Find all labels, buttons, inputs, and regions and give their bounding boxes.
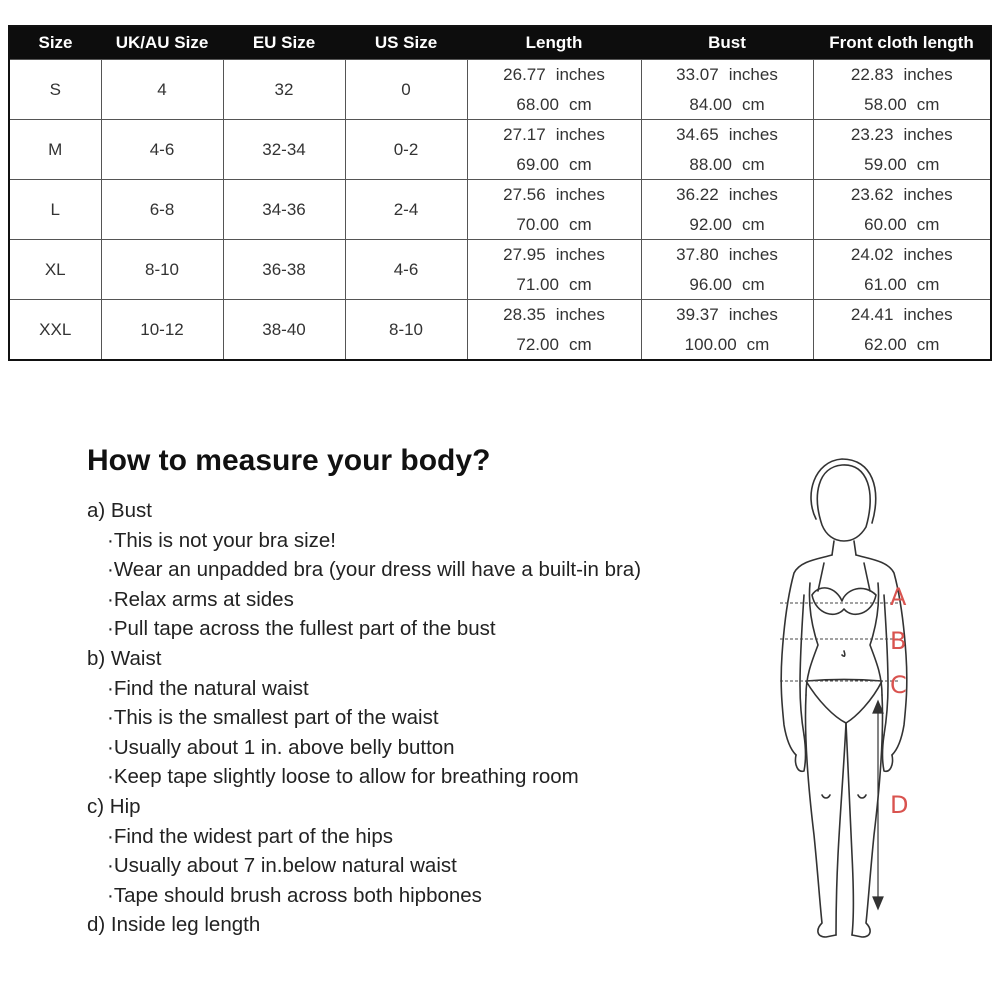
measurement-number: 36.22 [676, 185, 719, 204]
measurement-number: 61.00 [864, 274, 907, 294]
cell-bust [641, 300, 813, 361]
guide-section-heading: c) Hip [87, 794, 141, 818]
measurement-unit: inches [555, 65, 605, 84]
cell-eu: 36-38 [223, 240, 345, 300]
front-cm-value [814, 150, 991, 180]
measurement-unit: cm [916, 154, 940, 174]
measurement-number: 39.37 [676, 305, 719, 324]
guide-tip: ·Usually about 7 in.below natural waist [107, 854, 457, 878]
table-row [9, 120, 991, 180]
front-in-value [814, 180, 991, 210]
label-b: B [890, 627, 907, 655]
guide-section-heading: a) Bust [87, 499, 152, 522]
measurement-unit: cm [746, 334, 770, 354]
body-measurement-figure [760, 455, 940, 945]
measurement-unit: cm [568, 334, 592, 354]
column-header: EU Size [223, 26, 345, 60]
measurement-unit: cm [741, 214, 765, 234]
measurement-guide [87, 496, 641, 940]
measurement-unit: inches [555, 185, 605, 204]
front-in-value [814, 120, 991, 150]
length-cm-value [468, 150, 641, 180]
measurement-number: 68.00 [516, 94, 559, 114]
cell-length [467, 300, 641, 361]
cell-us: 2-4 [345, 180, 467, 240]
measurement-unit: cm [568, 94, 592, 114]
cell-uk-au: 10-12 [101, 300, 223, 361]
front-in-value [814, 60, 991, 90]
measurement-unit: cm [916, 94, 940, 114]
length-cm-value [468, 90, 641, 120]
length-in-value [468, 180, 641, 210]
guide-tip: ·Relax arms at sides [107, 587, 294, 611]
table-row [9, 300, 991, 361]
bust-in-value [642, 120, 813, 150]
measurement-number: 69.00 [516, 154, 559, 174]
guide-tip: ·Pull tape across the fullest part of the bust [107, 617, 496, 641]
length-in-value [468, 60, 641, 90]
measurement-number: 72.00 [516, 334, 559, 354]
measurement-number: 84.00 [689, 94, 732, 114]
guide-tip: ·Tape should brush across both hipbones [107, 883, 482, 907]
measurement-unit: cm [916, 274, 940, 294]
front-cm-value [814, 270, 991, 300]
front-in-value [814, 300, 991, 330]
cell-eu: 34-36 [223, 180, 345, 240]
cell-bust [641, 60, 813, 120]
measurement-unit: inches [728, 125, 778, 144]
cell-eu: 32-34 [223, 120, 345, 180]
measurement-number: 27.56 [503, 185, 546, 204]
measurement-unit: inches [728, 65, 778, 84]
front-in-value [814, 240, 991, 270]
cell-bust [641, 240, 813, 300]
cell-uk-au: 6-8 [101, 180, 223, 240]
length-cm-value [468, 330, 641, 360]
cell-uk-au: 8-10 [101, 240, 223, 300]
measurement-unit: inches [728, 245, 778, 264]
cell-size: L [9, 180, 101, 240]
front-cm-value [814, 330, 991, 360]
label-a: A [890, 583, 907, 611]
measurement-unit: cm [741, 154, 765, 174]
bust-cm-value [642, 150, 813, 180]
measurement-unit: inches [903, 125, 953, 144]
measurement-number: 24.02 [850, 245, 894, 264]
front-cm-value [814, 90, 991, 120]
measurement-number: 37.80 [676, 245, 719, 264]
cell-length [467, 180, 641, 240]
cell-size: XXL [9, 300, 101, 361]
cell-uk-au: 4-6 [101, 120, 223, 180]
bust-in-value [642, 60, 813, 90]
guide-tip: ·This is the smallest part of the waist [107, 706, 439, 730]
measurement-number: 70.00 [516, 214, 559, 234]
measurement-unit: inches [555, 125, 605, 144]
bust-in-value [642, 300, 813, 330]
measurement-number: 28.35 [503, 305, 546, 324]
cell-front [813, 60, 991, 120]
measurement-unit: cm [568, 274, 592, 294]
column-header: Front cloth length [813, 26, 991, 60]
measurement-number: 100.00 [684, 334, 737, 354]
measurement-number: 92.00 [689, 214, 732, 234]
measurement-number: 34.65 [676, 125, 719, 144]
measurement-unit: inches [903, 65, 953, 84]
measurement-number: 23.62 [850, 185, 894, 204]
column-header: UK/AU Size [101, 26, 223, 60]
label-d: D [890, 791, 909, 819]
cell-eu: 38-40 [223, 300, 345, 361]
measurement-number: 24.41 [850, 305, 894, 324]
length-cm-value [468, 270, 641, 300]
size-chart-table [8, 25, 992, 361]
bust-in-value [642, 180, 813, 210]
bust-cm-value [642, 270, 813, 300]
measurement-number: 22.83 [850, 65, 894, 84]
measurement-unit: inches [903, 245, 953, 264]
measurement-number: 62.00 [864, 334, 907, 354]
measurement-number: 88.00 [689, 154, 732, 174]
label-c: C [890, 671, 907, 699]
guide-title: How to measure your body? [87, 444, 491, 477]
column-header: Length [467, 26, 641, 60]
measurement-unit: cm [568, 214, 592, 234]
guide-tip: ·Find the natural waist [107, 676, 309, 700]
guide-tip: ·Find the widest part of the hips [107, 824, 394, 848]
table-row [9, 180, 991, 240]
measurement-number: 58.00 [864, 94, 907, 114]
cell-front [813, 240, 991, 300]
length-cm-value [468, 210, 641, 240]
column-header: Bust [641, 26, 813, 60]
length-in-value [468, 120, 641, 150]
cell-length [467, 120, 641, 180]
measurement-number: 60.00 [864, 214, 907, 234]
cell-us: 0 [345, 60, 467, 120]
front-cm-value [814, 210, 991, 240]
cell-eu: 32 [223, 60, 345, 120]
guide-section-heading: b) Waist [87, 646, 162, 670]
measurement-unit: inches [555, 305, 605, 324]
length-in-value [468, 300, 641, 330]
guide-tip: ·Wear an unpadded bra (your dress will have a built-in bra) [107, 558, 642, 582]
length-in-value [468, 240, 641, 270]
cell-us: 4-6 [345, 240, 467, 300]
measurement-unit: cm [741, 274, 765, 294]
guide-tip: ·This is not your bra size! [107, 528, 336, 552]
measurement-unit: inches [728, 185, 778, 204]
guide-section-heading: d) Inside leg length [87, 913, 261, 937]
column-header: US Size [345, 26, 467, 60]
measurement-number: 71.00 [516, 274, 559, 294]
cell-size: M [9, 120, 101, 180]
bust-cm-value [642, 90, 813, 120]
measurement-number: 27.17 [503, 125, 546, 144]
measurement-unit: inches [728, 305, 778, 324]
measurement-number: 33.07 [676, 65, 719, 84]
measurement-unit: inches [555, 245, 605, 264]
cell-front [813, 180, 991, 240]
cell-size: S [9, 60, 101, 120]
measurement-unit: cm [916, 334, 940, 354]
measurement-unit: inches [903, 305, 953, 324]
table-row [9, 240, 991, 300]
cell-us: 0-2 [345, 120, 467, 180]
guide-tip: ·Usually about 1 in. above belly button [107, 735, 455, 759]
bust-in-value [642, 240, 813, 270]
measurement-unit: cm [741, 94, 765, 114]
table-row [9, 60, 991, 120]
measurement-number: 59.00 [864, 154, 907, 174]
guide-tip: ·Keep tape slightly loose to allow for breathing room [107, 765, 579, 789]
measurement-number: 96.00 [689, 274, 732, 294]
cell-front [813, 120, 991, 180]
measurement-unit: cm [568, 154, 592, 174]
cell-bust [641, 120, 813, 180]
bust-cm-value [642, 330, 813, 360]
column-header: Size [9, 26, 101, 60]
measurement-number: 26.77 [503, 65, 546, 84]
cell-length [467, 60, 641, 120]
measurement-number: 27.95 [503, 245, 546, 264]
measurement-unit: cm [916, 214, 940, 234]
cell-us: 8-10 [345, 300, 467, 361]
measurement-number: 23.23 [850, 125, 894, 144]
cell-front [813, 300, 991, 361]
measurement-unit: inches [903, 185, 953, 204]
cell-bust [641, 180, 813, 240]
bust-cm-value [642, 210, 813, 240]
cell-size: XL [9, 240, 101, 300]
table-header-row [9, 26, 991, 60]
cell-length [467, 240, 641, 300]
cell-uk-au: 4 [101, 60, 223, 120]
